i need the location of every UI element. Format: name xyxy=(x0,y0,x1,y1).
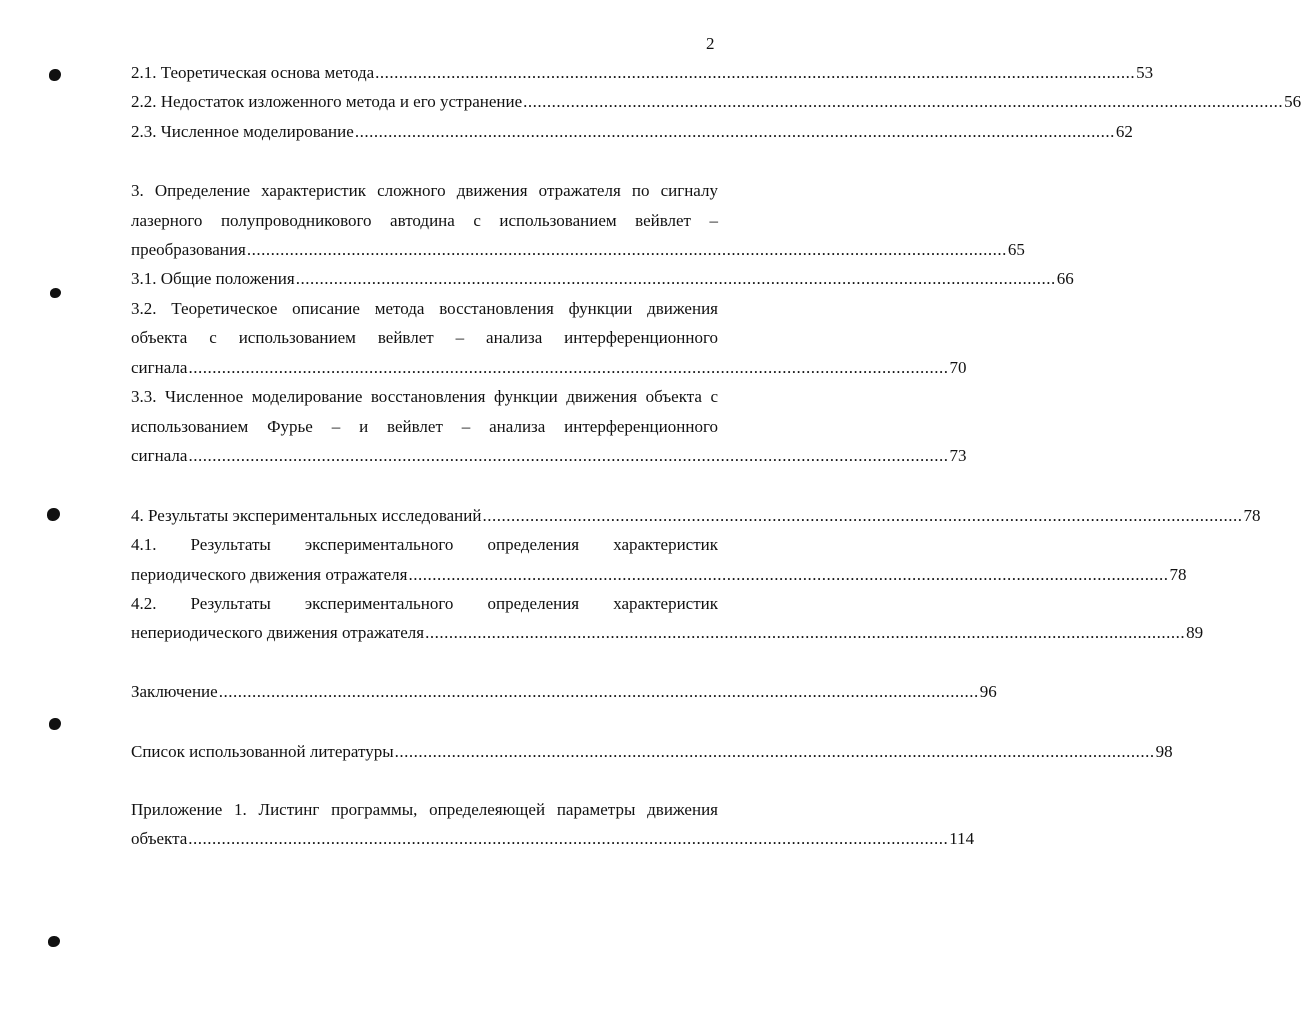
toc-entry-2-3 xyxy=(131,121,1133,143)
toc-word: Результаты xyxy=(190,535,271,554)
binder-hole-mark xyxy=(50,288,61,298)
binder-hole-mark xyxy=(49,69,61,81)
toc-entry-4-1-line1 xyxy=(131,534,718,556)
toc-entry-label: периодического движения отражателя xyxy=(131,565,408,584)
toc-entry-3-2-line2: объекта с использованием вейвлет – анализа интерференционного xyxy=(131,328,718,347)
toc-entry-label: 3.1. Общие положения xyxy=(131,269,295,288)
binder-hole-mark xyxy=(49,718,61,730)
toc-entry-label: Список использованной литературы xyxy=(131,742,394,761)
toc-entry-3-line2: лазерного полупроводникового автодина с использованием вейвлет – xyxy=(131,211,718,230)
toc-entry-3-3-line2: использованием Фурье – и вейвлет – анализа интерференционного xyxy=(131,417,718,436)
binder-hole-mark xyxy=(47,508,60,521)
toc-entry-appendix-1-line1: Приложение 1. Листинг программы, определеяющей параметры движения xyxy=(131,800,718,819)
toc-entry-label: 2.2. Недостаток изложенного метода и его устранение xyxy=(131,92,523,111)
toc-entry-page: 53 xyxy=(1136,63,1154,82)
toc-entry-4-2-line1 xyxy=(131,593,718,615)
toc-entry-conclusion xyxy=(131,681,997,703)
toc-entry-label: 2.3. Численное моделирование xyxy=(131,122,354,141)
toc-entry-page: 78 xyxy=(1243,506,1261,525)
toc-entry-page: 78 xyxy=(1169,565,1187,584)
toc-entry-page: 70 xyxy=(949,358,967,377)
dot-leader: ................................................................................................................................................................ xyxy=(375,63,1136,82)
toc-entry-label: 2.1. Теоретическая основа метода xyxy=(131,63,375,82)
toc-entry-page: 98 xyxy=(1155,742,1173,761)
binder-hole-mark xyxy=(48,936,60,947)
toc-entry-4-1 xyxy=(131,564,1187,586)
toc-entry-3-3 xyxy=(131,445,967,467)
toc-entry-2-1 xyxy=(131,62,1154,84)
toc-entry-page: 73 xyxy=(949,446,967,465)
toc-entry-page: 89 xyxy=(1186,623,1204,642)
toc-word: Результаты xyxy=(190,594,271,613)
toc-entry-2-2 xyxy=(131,91,1301,113)
dot-leader: ................................................................................................................................................................ xyxy=(218,682,979,701)
toc-entry-3 xyxy=(131,239,1025,261)
toc-entry-references xyxy=(131,741,1173,763)
toc-entry-appendix-1 xyxy=(131,828,975,850)
toc-word: определения xyxy=(487,535,580,554)
toc-entry-3-3-line1: 3.3. Численное моделирование восстановления функции движения объекта с xyxy=(131,387,718,406)
page-number: 2 xyxy=(706,34,715,53)
toc-entry-label: 4. Результаты экспериментальных исследований xyxy=(131,506,482,525)
dot-leader: ................................................................................................................................................................ xyxy=(482,506,1243,525)
toc-entry-3-2 xyxy=(131,357,967,379)
dot-leader: ................................................................................................................................................................ xyxy=(425,623,1186,642)
toc-entry-page: 62 xyxy=(1115,122,1133,141)
toc-word: экспериментального xyxy=(304,594,454,613)
dot-leader: ................................................................................................................................................................ xyxy=(394,742,1155,761)
toc-entry-3-line1: 3. Определение характеристик сложного движения отражателя по сигналу xyxy=(131,181,718,200)
toc-word: характеристик xyxy=(613,594,718,613)
toc-entry-label: преобразования xyxy=(131,240,246,259)
dot-leader: ................................................................................................................................................................ xyxy=(246,240,1007,259)
dot-leader: ................................................................................................................................................................ xyxy=(188,358,949,377)
toc-entry-number: 4.2. xyxy=(131,594,157,613)
dot-leader: ................................................................................................................................................................ xyxy=(354,122,1115,141)
toc-entry-page: 65 xyxy=(1007,240,1025,259)
toc-entry-label: Заключение xyxy=(131,682,218,701)
toc-entry-4 xyxy=(131,505,1261,527)
toc-word: экспериментального xyxy=(304,535,454,554)
toc-entry-page: 114 xyxy=(949,829,975,848)
toc-entry-label: непериодического движения отражателя xyxy=(131,623,425,642)
dot-leader: ................................................................................................................................................................ xyxy=(188,446,949,465)
toc-entry-label: сигнала xyxy=(131,446,188,465)
toc-entry-page: 66 xyxy=(1056,269,1074,288)
toc-entry-3-2-line1: 3.2. Теоретическое описание метода восстановления функции движения xyxy=(131,299,718,318)
dot-leader: ................................................................................................................................................................ xyxy=(408,565,1169,584)
toc-entry-label: сигнала xyxy=(131,358,188,377)
dot-leader: ................................................................................................................................................................ xyxy=(188,829,949,848)
dot-leader: ................................................................................................................................................................ xyxy=(523,92,1284,111)
toc-entry-4-2 xyxy=(131,622,1204,644)
toc-entry-page: 96 xyxy=(979,682,997,701)
toc-word: определения xyxy=(487,594,580,613)
toc-entry-3-1 xyxy=(131,268,1074,290)
toc-entry-label: объекта xyxy=(131,829,188,848)
toc-word: характеристик xyxy=(613,535,718,554)
toc-entry-page: 56 xyxy=(1284,92,1301,111)
dot-leader: ................................................................................................................................................................ xyxy=(295,269,1056,288)
toc-entry-number: 4.1. xyxy=(131,535,157,554)
